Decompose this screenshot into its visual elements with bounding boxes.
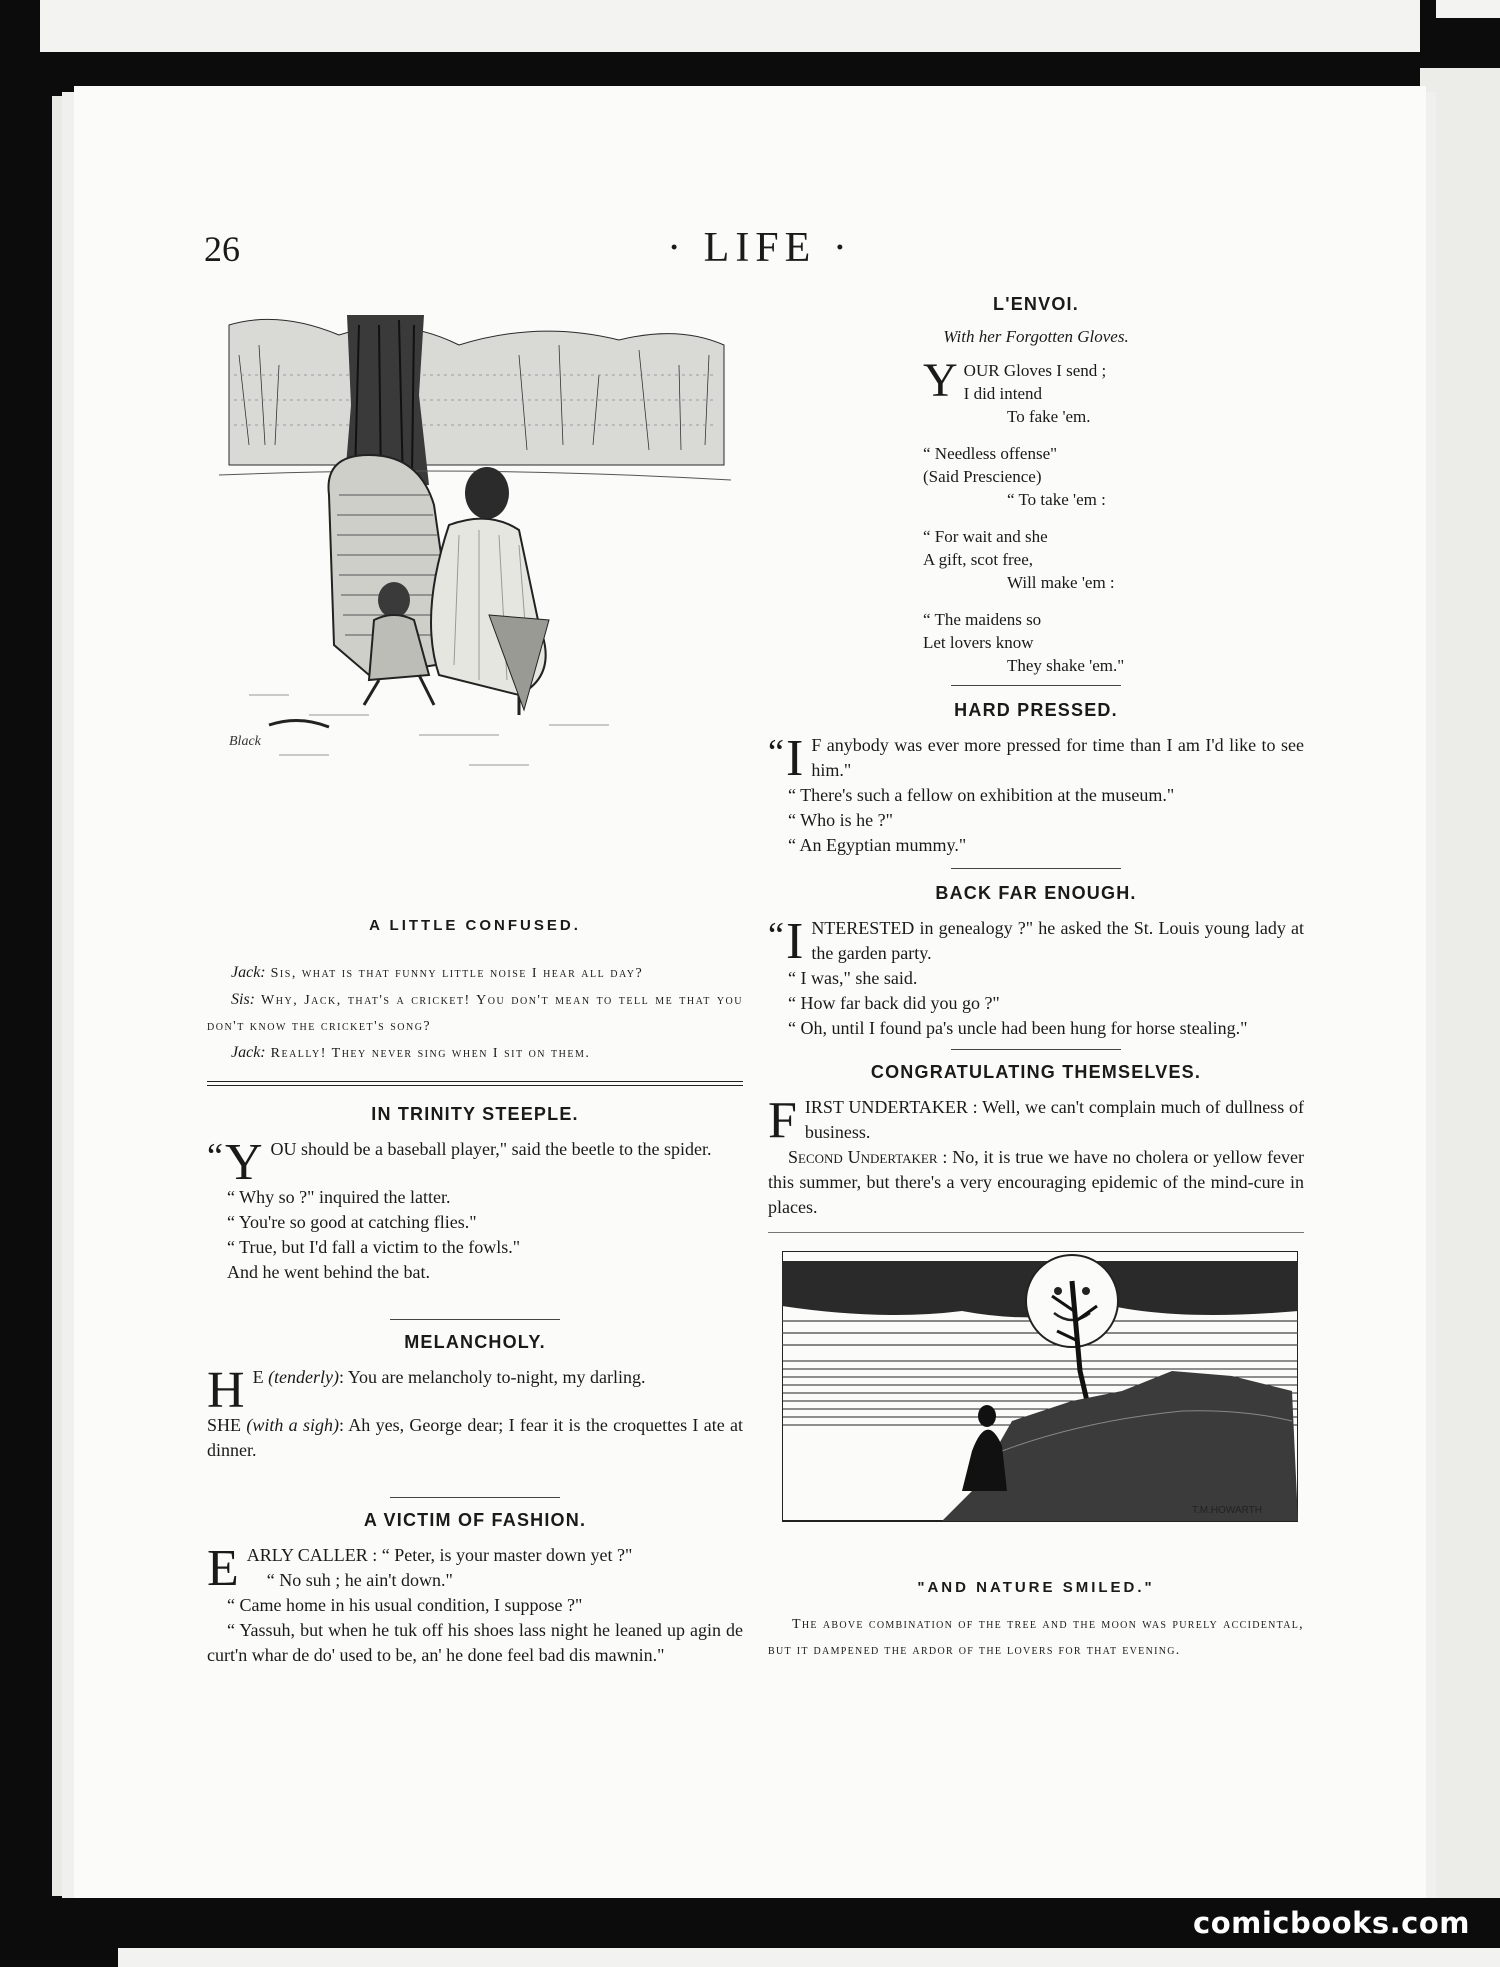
heading-melancholy: MELANCHOLY.	[404, 1332, 546, 1352]
poem-line: Will make 'em :	[1007, 573, 1115, 592]
section-divider	[768, 1232, 1304, 1233]
short-divider	[951, 868, 1121, 869]
paragraph: : Ah yes, George dear; I fear it is the croquettes I ate at dinner.	[207, 1415, 743, 1460]
article-hard-pressed	[768, 730, 1304, 858]
page-number: 26	[204, 229, 240, 269]
paragraph: “ An Egyptian mummy."	[788, 835, 967, 855]
drop-cap: E	[207, 1540, 239, 1597]
paragraph: “ Yassuh, but when he tuk off his shoes lass night he leaned up agin de curt'n whar de do' used to be, an' he done feel bad dis mawnin."	[207, 1620, 743, 1665]
heading-victim-of-fashion: A VICTIM OF FASHION.	[363, 1510, 587, 1530]
stanza	[923, 608, 1304, 677]
paragraph: ARLY CALLER : “ Peter, is your master down yet ?"	[246, 1545, 633, 1565]
poem-line: A gift, scot free,	[923, 550, 1033, 569]
little-confused-dialog	[207, 960, 743, 1067]
previous-page-edge-right	[1436, 0, 1500, 18]
paragraph: “ There's such a fellow on exhibition at the museum."	[788, 785, 1175, 805]
article-trinity-steeple	[207, 1134, 743, 1285]
poem-line: “ Needless offense"	[923, 444, 1058, 463]
poem-line: I did intend	[963, 384, 1043, 403]
caption-title-nature-smiled: "AND NATURE SMILED."	[917, 1579, 1155, 1596]
paragraph: “ How far back did you go ?"	[788, 993, 1000, 1013]
site-watermark: comicbooks.com	[1193, 1906, 1470, 1940]
drop-cap: F	[768, 1092, 797, 1149]
paragraph: “ Who is he ?"	[788, 810, 893, 830]
previous-page-edge	[40, 0, 1420, 52]
dialog-line: Why, Jack, that's a cricket! You don't mean to tell me that you don't know the cricket's song?	[207, 993, 743, 1034]
drop-cap: Y	[923, 354, 958, 407]
heading-congratulating-themselves: CONGRATULATING THEMSELVES.	[870, 1062, 1202, 1082]
he-rest: E	[252, 1367, 264, 1387]
illustration-signature: Black	[229, 734, 261, 749]
heading-back-far-enough: BACK FAR ENOUGH.	[935, 883, 1137, 903]
paragraph: : No, it is true we have no cholera or yellow fever this summer, but there's a very encouraging epidemic of the mind-cure in places.	[768, 1147, 1305, 1217]
poem-line: To fake 'em.	[1007, 407, 1091, 426]
caption-nature-smiled: The above combination of the tree and the moon was purely accidental, but it dampened the ardor of the lovers for that evening.	[768, 1617, 1304, 1658]
poem-subtitle: With her Forgotten Gloves.	[943, 327, 1129, 346]
poem-line: “ The maidens so	[923, 610, 1042, 629]
paragraph: “ Came home in his usual condition, I suppose ?"	[227, 1595, 583, 1615]
article-congratulating-themselves	[768, 1092, 1305, 1220]
paragraph: “ No suh ; he ain't down."	[266, 1570, 453, 1590]
illustration-signature: T.M.HOWARTH	[1192, 1505, 1262, 1516]
open-quote: “	[207, 1136, 223, 1176]
short-divider	[951, 685, 1121, 686]
poem-line: “ To take 'em :	[1007, 490, 1106, 509]
poem-line: They shake 'em."	[1007, 656, 1125, 675]
drop-cap: I	[785, 913, 804, 970]
stage-direction: (with a sigh)	[246, 1415, 339, 1435]
short-divider	[951, 1049, 1121, 1050]
article-back-far-enough	[768, 913, 1304, 1041]
paragraph: NTERESTED in genealogy ?" he asked the St. Louis young lady at the garden party.	[811, 918, 1304, 963]
paragraph: “ Oh, until I found pa's uncle had been hung for horse stealing."	[788, 1018, 1248, 1038]
right-column	[768, 290, 1304, 1664]
paragraph: “ You're so good at catching flies."	[227, 1212, 477, 1232]
paragraph: F anybody was ever more pressed for time than I am I'd like to see him."	[811, 735, 1304, 780]
poem-line: OUR Gloves I send ;	[963, 361, 1107, 380]
poem-line: (Said Prescience)	[923, 467, 1042, 486]
paragraph: And he went behind the bat.	[227, 1262, 430, 1282]
left-column	[207, 315, 743, 1668]
poem-line: “ For wait and she	[923, 527, 1048, 546]
speaker-sis: Sis:	[231, 991, 255, 1008]
drop-cap: H	[207, 1362, 245, 1419]
paragraph: “ Why so ?" inquired the latter.	[227, 1187, 451, 1207]
stanza	[923, 354, 1304, 428]
illustration-woman-in-wicker-chair	[219, 315, 731, 865]
paragraph: “ True, but I'd fall a victim to the fowls."	[227, 1237, 521, 1257]
open-quote: “	[768, 732, 784, 772]
poem-line: Let lovers know	[923, 633, 1034, 652]
stage-direction: (tenderly)	[268, 1367, 340, 1387]
paragraph: IRST UNDERTAKER : Well, we can't complain much of dullness of business.	[804, 1097, 1304, 1142]
following-page-edge	[118, 1948, 1500, 1967]
caption-title-little-confused: A LITTLE CONFUSED.	[369, 917, 581, 934]
paragraph: : You are melancholy to-night, my darling.	[339, 1367, 646, 1387]
open-quote: “	[768, 915, 784, 955]
poem-lenvoi	[923, 354, 1304, 677]
speaker-jack: Jack:	[231, 964, 266, 981]
dialog-line: Sis, what is that funny little noise I hear all day?	[270, 966, 644, 981]
heading-trinity-steeple: IN TRINITY STEEPLE.	[371, 1104, 579, 1124]
speaker-jack: Jack:	[231, 1044, 266, 1061]
stanza	[923, 442, 1304, 511]
stanza	[923, 525, 1304, 594]
article-victim-of-fashion	[207, 1540, 743, 1668]
drop-cap: Y	[224, 1134, 263, 1191]
speaker-second-undertaker: Second Undertaker	[788, 1147, 938, 1167]
dialog-line: Really! They never sing when I sit on them.	[270, 1046, 591, 1061]
paragraph: “ I was," she said.	[788, 968, 918, 988]
heading-lenvoi: L'ENVOI.	[993, 294, 1079, 314]
illustration-moon-over-water	[782, 1251, 1298, 1541]
speaker-she: SHE	[207, 1415, 242, 1435]
article-melancholy	[207, 1362, 743, 1463]
paragraph: OU should be a baseball player," said the beetle to the spider.	[270, 1139, 712, 1159]
heading-hard-pressed: HARD PRESSED.	[954, 700, 1118, 720]
drop-cap: I	[785, 730, 804, 787]
section-divider	[207, 1081, 743, 1086]
masthead: · LIFE ·	[667, 225, 853, 271]
